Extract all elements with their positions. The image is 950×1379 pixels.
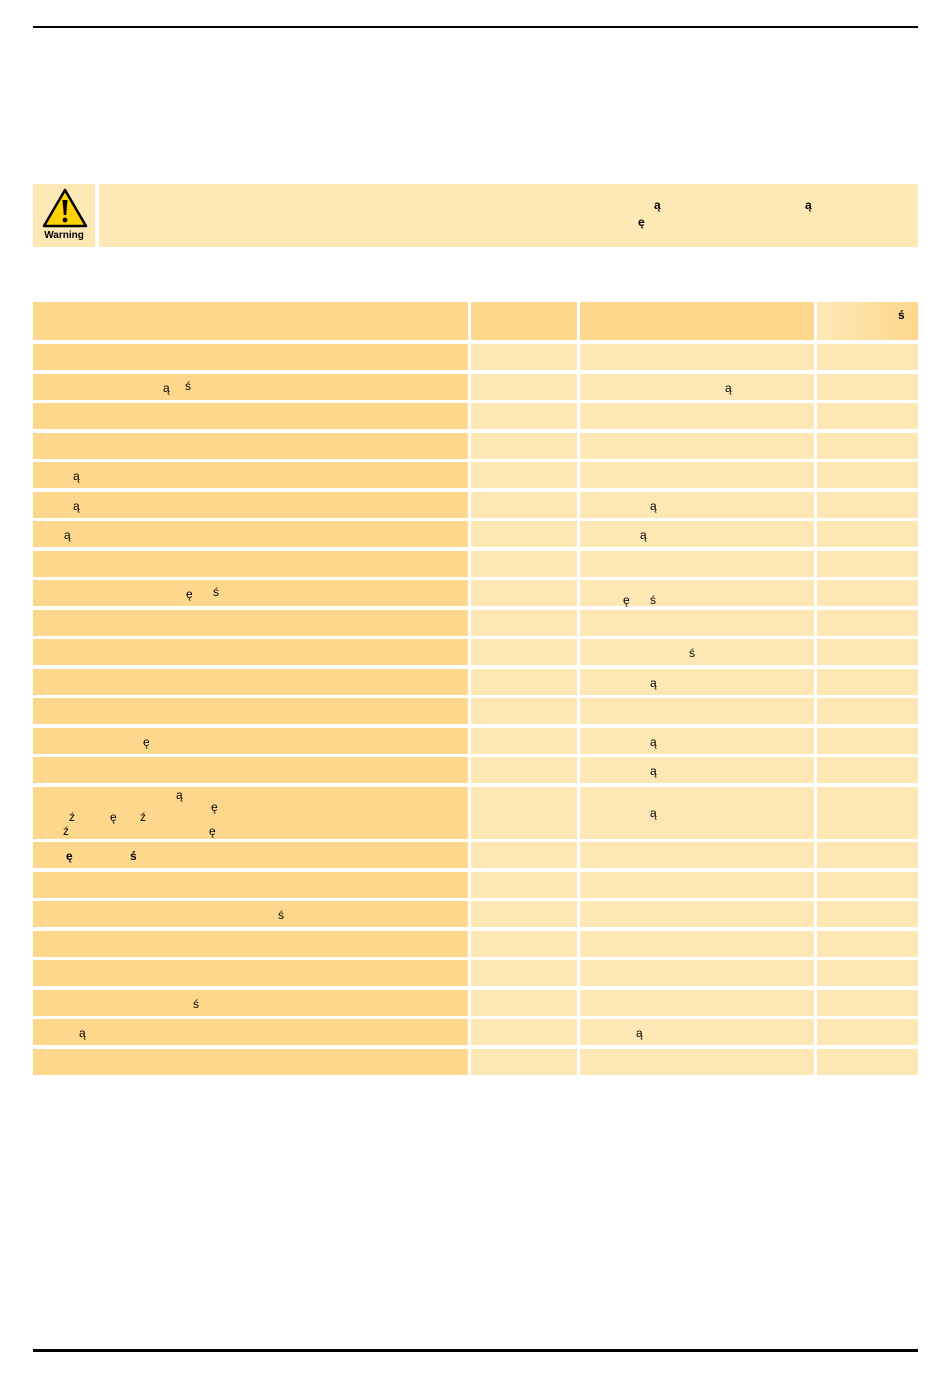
- table-cell: [33, 492, 468, 518]
- table-cell: [33, 931, 468, 957]
- cell-text: ź: [140, 810, 146, 824]
- table-cell: [33, 842, 468, 868]
- table-cell: [33, 462, 468, 488]
- table-cell: [580, 551, 814, 577]
- table-cell: [580, 403, 814, 429]
- cell-text: ą: [73, 499, 80, 513]
- cell-text: ś: [185, 379, 191, 393]
- table-row: [33, 374, 918, 400]
- cell-text: ę: [623, 593, 630, 607]
- table-cell: [580, 842, 814, 868]
- header-cell: [33, 302, 468, 340]
- table-row: [33, 757, 918, 783]
- table-cell: [33, 960, 468, 986]
- table-row: [33, 433, 918, 459]
- table-row: [33, 842, 918, 868]
- table-cell: [471, 960, 577, 986]
- table-cell: [817, 787, 918, 839]
- table-cell: [580, 580, 814, 606]
- table-cell: [580, 1019, 814, 1045]
- bottom-rule: [33, 1349, 918, 1352]
- warning-text-fragment: ą: [654, 198, 661, 212]
- table-cell: [471, 551, 577, 577]
- table-cell: [580, 433, 814, 459]
- table-cell: [817, 931, 918, 957]
- table-cell: [580, 931, 814, 957]
- table-cell: [817, 374, 918, 400]
- table-cell: [817, 1019, 918, 1045]
- table-cell: [33, 551, 468, 577]
- table-cell: [817, 492, 918, 518]
- cell-text: ą: [176, 788, 183, 802]
- table-cell: [471, 842, 577, 868]
- table-row: [33, 492, 918, 518]
- table-cell: [580, 990, 814, 1016]
- table-cell: [817, 610, 918, 636]
- table-row: [33, 669, 918, 695]
- table-cell: [33, 1019, 468, 1045]
- table-cell: [471, 990, 577, 1016]
- table-cell: [471, 669, 577, 695]
- cell-text: ą: [725, 381, 732, 395]
- header-label: ś: [898, 308, 905, 322]
- cell-text: ą: [640, 528, 647, 542]
- table-cell: [817, 901, 918, 927]
- table-row: [33, 728, 918, 754]
- cell-text: ś: [689, 646, 695, 660]
- table-cell: [33, 698, 468, 724]
- table-cell: [471, 931, 577, 957]
- table-cell: [33, 787, 468, 839]
- cell-text: ś: [193, 997, 199, 1011]
- cell-text: ę: [66, 849, 73, 863]
- table-cell: [580, 960, 814, 986]
- table-row: [33, 960, 918, 986]
- table-cell: [33, 610, 468, 636]
- table-row: [33, 931, 918, 957]
- table-cell: [471, 1019, 577, 1045]
- cell-text: ś: [130, 849, 137, 863]
- table-row: [33, 872, 918, 898]
- table-cell: [817, 462, 918, 488]
- table-cell: [817, 990, 918, 1016]
- table-cell: [580, 344, 814, 370]
- table-header-row: [33, 302, 918, 340]
- cell-text: ą: [650, 806, 657, 820]
- table-row: [33, 1019, 918, 1045]
- table-cell: [580, 462, 814, 488]
- warning-label: Warning: [44, 230, 84, 241]
- table-cell: [817, 403, 918, 429]
- table-cell: [471, 374, 577, 400]
- table-cell: [817, 521, 918, 547]
- table-row: [33, 462, 918, 488]
- table-cell: [580, 757, 814, 783]
- table-cell: [471, 521, 577, 547]
- cell-text: ź: [63, 824, 69, 838]
- table-row: [33, 610, 918, 636]
- table-cell: [471, 872, 577, 898]
- cell-text: ą: [73, 469, 80, 483]
- table-cell: [471, 787, 577, 839]
- cell-text: ś: [213, 585, 219, 599]
- table-row: [33, 787, 918, 839]
- table-cell: [33, 872, 468, 898]
- table-cell: [33, 1049, 468, 1075]
- table-cell: [580, 521, 814, 547]
- table-row: [33, 990, 918, 1016]
- table-cell: [580, 1049, 814, 1075]
- cell-text: ą: [79, 1026, 86, 1040]
- table-cell: [580, 669, 814, 695]
- table-cell: [471, 403, 577, 429]
- table-cell: [33, 901, 468, 927]
- cell-text: ę: [211, 800, 218, 814]
- cell-text: ś: [278, 908, 284, 922]
- table-cell: [817, 698, 918, 724]
- cell-text: ź: [69, 810, 75, 824]
- table-cell: [580, 728, 814, 754]
- table-cell: [580, 787, 814, 839]
- table-cell: [471, 698, 577, 724]
- warning-text-fragment: ę: [638, 215, 645, 229]
- table-row: [33, 403, 918, 429]
- table-cell: [817, 960, 918, 986]
- table-row: [33, 551, 918, 577]
- table-cell: [33, 433, 468, 459]
- table-cell: [580, 492, 814, 518]
- cell-text: ą: [650, 676, 657, 690]
- table-cell: [580, 374, 814, 400]
- table-cell: [471, 610, 577, 636]
- cell-text: ą: [636, 1026, 643, 1040]
- table-row: [33, 639, 918, 665]
- table-row: [33, 521, 918, 547]
- cell-text: ą: [650, 764, 657, 778]
- table-cell: [817, 757, 918, 783]
- table-cell: [33, 580, 468, 606]
- table-cell: [33, 639, 468, 665]
- cell-text: ę: [143, 735, 150, 749]
- table-cell: [817, 551, 918, 577]
- table-cell: [471, 901, 577, 927]
- table-cell: [471, 580, 577, 606]
- table-row: [33, 901, 918, 927]
- warning-text-fragment: ą: [805, 198, 812, 212]
- table-cell: [471, 462, 577, 488]
- table-row: [33, 580, 918, 606]
- cell-text: ą: [650, 735, 657, 749]
- table-cell: [580, 872, 814, 898]
- table-cell: [33, 521, 468, 547]
- table-row: [33, 1049, 918, 1075]
- table-cell: [817, 344, 918, 370]
- table-cell: [33, 374, 468, 400]
- table-cell: [471, 1049, 577, 1075]
- table-cell: [33, 728, 468, 754]
- table-row: [33, 698, 918, 724]
- table-cell: [33, 990, 468, 1016]
- header-cell: [580, 302, 814, 340]
- table-cell: [471, 757, 577, 783]
- warning-text-panel: [99, 184, 918, 247]
- table-cell: [471, 728, 577, 754]
- table-cell: [817, 433, 918, 459]
- top-rule: [33, 26, 918, 28]
- table-cell: [33, 669, 468, 695]
- cell-text: ą: [650, 499, 657, 513]
- table-cell: [817, 1049, 918, 1075]
- table-cell: [33, 757, 468, 783]
- table-cell: [33, 403, 468, 429]
- header-cell: [471, 302, 577, 340]
- table-row: [33, 344, 918, 370]
- table-cell: [817, 639, 918, 665]
- table-cell: [817, 872, 918, 898]
- table-cell: [817, 842, 918, 868]
- cell-text: ą: [163, 381, 170, 395]
- cell-text: ę: [186, 587, 193, 601]
- table-cell: [817, 580, 918, 606]
- table-cell: [817, 669, 918, 695]
- cell-text: ś: [650, 593, 656, 607]
- cell-text: ą: [64, 528, 71, 542]
- table-cell: [33, 344, 468, 370]
- warning-triangle-icon: [42, 188, 88, 228]
- header-cell: [817, 302, 918, 340]
- table-cell: [471, 492, 577, 518]
- table-cell: [580, 639, 814, 665]
- table-cell: [471, 433, 577, 459]
- cell-text: ę: [209, 824, 216, 838]
- table-cell: [817, 728, 918, 754]
- cell-text: ę: [110, 810, 117, 824]
- warning-badge: [33, 184, 95, 247]
- table-cell: [580, 698, 814, 724]
- table-cell: [471, 344, 577, 370]
- table-cell: [580, 610, 814, 636]
- table-cell: [580, 901, 814, 927]
- table-cell: [471, 639, 577, 665]
